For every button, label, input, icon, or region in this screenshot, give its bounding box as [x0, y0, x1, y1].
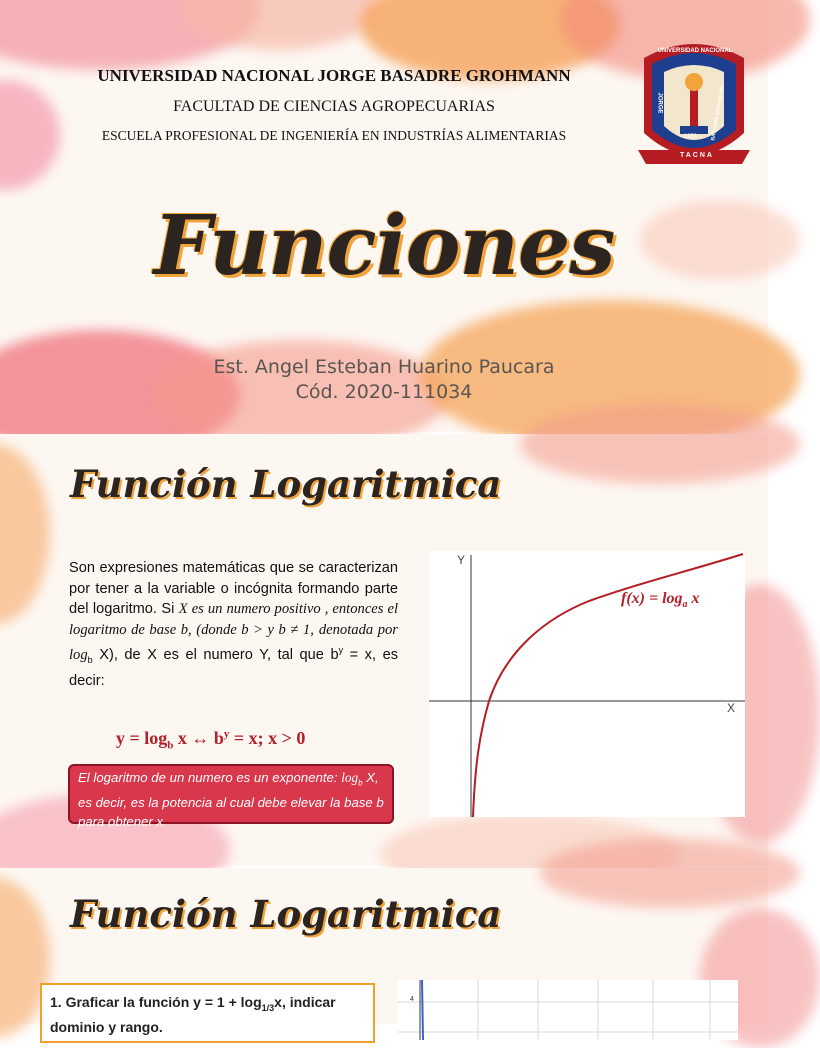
paragraph-text-5: = x, es decir: [69, 647, 398, 689]
log-formula [116, 728, 305, 752]
exercise-subscript: 1/3 [261, 1002, 275, 1013]
exercise-curve [422, 980, 423, 1040]
author-name: Est. Angel Esteban Huarino Paucara [213, 356, 555, 378]
definition-paragraph [69, 558, 398, 691]
curve-label-text: f(x) = log [621, 590, 683, 607]
seal-left-text: JORGE [656, 92, 663, 114]
formula-part-2: x ↔ b [173, 728, 224, 748]
log-curve [473, 554, 743, 817]
note-subscript: b [358, 778, 363, 788]
grid-tick-label: 4 [410, 996, 414, 1003]
slide-title: Función Logaritmica [70, 892, 502, 936]
curve-label [621, 590, 700, 610]
paragraph-text-3: denotada por log [69, 621, 398, 664]
seal-year: 1971 [684, 134, 698, 140]
paragraph-subscript: b [87, 655, 93, 666]
formula-part-1: y = log [116, 728, 168, 748]
exponent-note-box [68, 764, 394, 829]
exercise-graph-grid [398, 980, 738, 1040]
formula-superscript: y [223, 728, 230, 740]
note-text-1: El logaritmo de un numero es un exponente: [78, 770, 338, 785]
curve-label-end: x [687, 590, 700, 607]
school-name: ESCUELA PROFESIONAL DE INGENIERÍA EN INDUSTRÍAS ALIMENTARIAS [101, 128, 567, 143]
formula-subscript: b [167, 739, 174, 752]
faculty-name: FACULTAD DE CIENCIAS AGROPECUARIAS [173, 98, 495, 115]
note-text-2: X, es decir, es la potencia al cual debe elevar la base b para obtener x. [78, 770, 384, 829]
exercise-text-1: 1. Graficar la función y = 1 + log [50, 994, 262, 1010]
seal-top-text: UNIVERSIDAD NACIONAL [657, 48, 733, 54]
seal-bottom-text: TACNA [680, 152, 714, 159]
grid-svg [398, 980, 738, 1040]
paragraph-text-1: Son expresiones matemáticas que se caracterizan por tener a la variable o incógnita formando parte del logaritmo. Si [69, 560, 398, 618]
log-function-graph [429, 551, 745, 817]
paragraph-superscript: y [338, 645, 344, 656]
watercolor-blob [0, 444, 50, 624]
student-code: Cód. 2020-111034 [295, 381, 473, 403]
slide-log-exercise [0, 868, 768, 1035]
paragraph-text-2: X es un numero positivo , entonces el logaritmo de base b, (donde b > y b ≠ 1, [69, 601, 398, 638]
note-log: log [341, 770, 359, 785]
formula-part-3: = x; x > 0 [229, 728, 306, 748]
university-name: UNIVERSIDAD NACIONAL JORGE BASADRE GROHMANN [97, 66, 571, 85]
slide-title: Función Logaritmica [70, 462, 502, 506]
seal-right-text: BASADRE GROHMANN [710, 84, 726, 142]
x-axis-label: X [727, 701, 736, 715]
exercise-text-2: x, indicar dominio y rango. [50, 994, 336, 1035]
exercise-box [40, 983, 375, 1043]
curve-label-subscript: a [682, 599, 688, 611]
watercolor-blob [520, 404, 800, 484]
slide-log-definition [0, 434, 768, 866]
watercolor-blob [540, 838, 800, 908]
presentation-title: Funciones [153, 198, 615, 294]
paragraph-text-4: X), de X es el numero Y, tal que b [92, 647, 339, 664]
author-block [0, 355, 768, 405]
y-axis-label: Y [457, 553, 466, 567]
slide-title [0, 0, 768, 432]
